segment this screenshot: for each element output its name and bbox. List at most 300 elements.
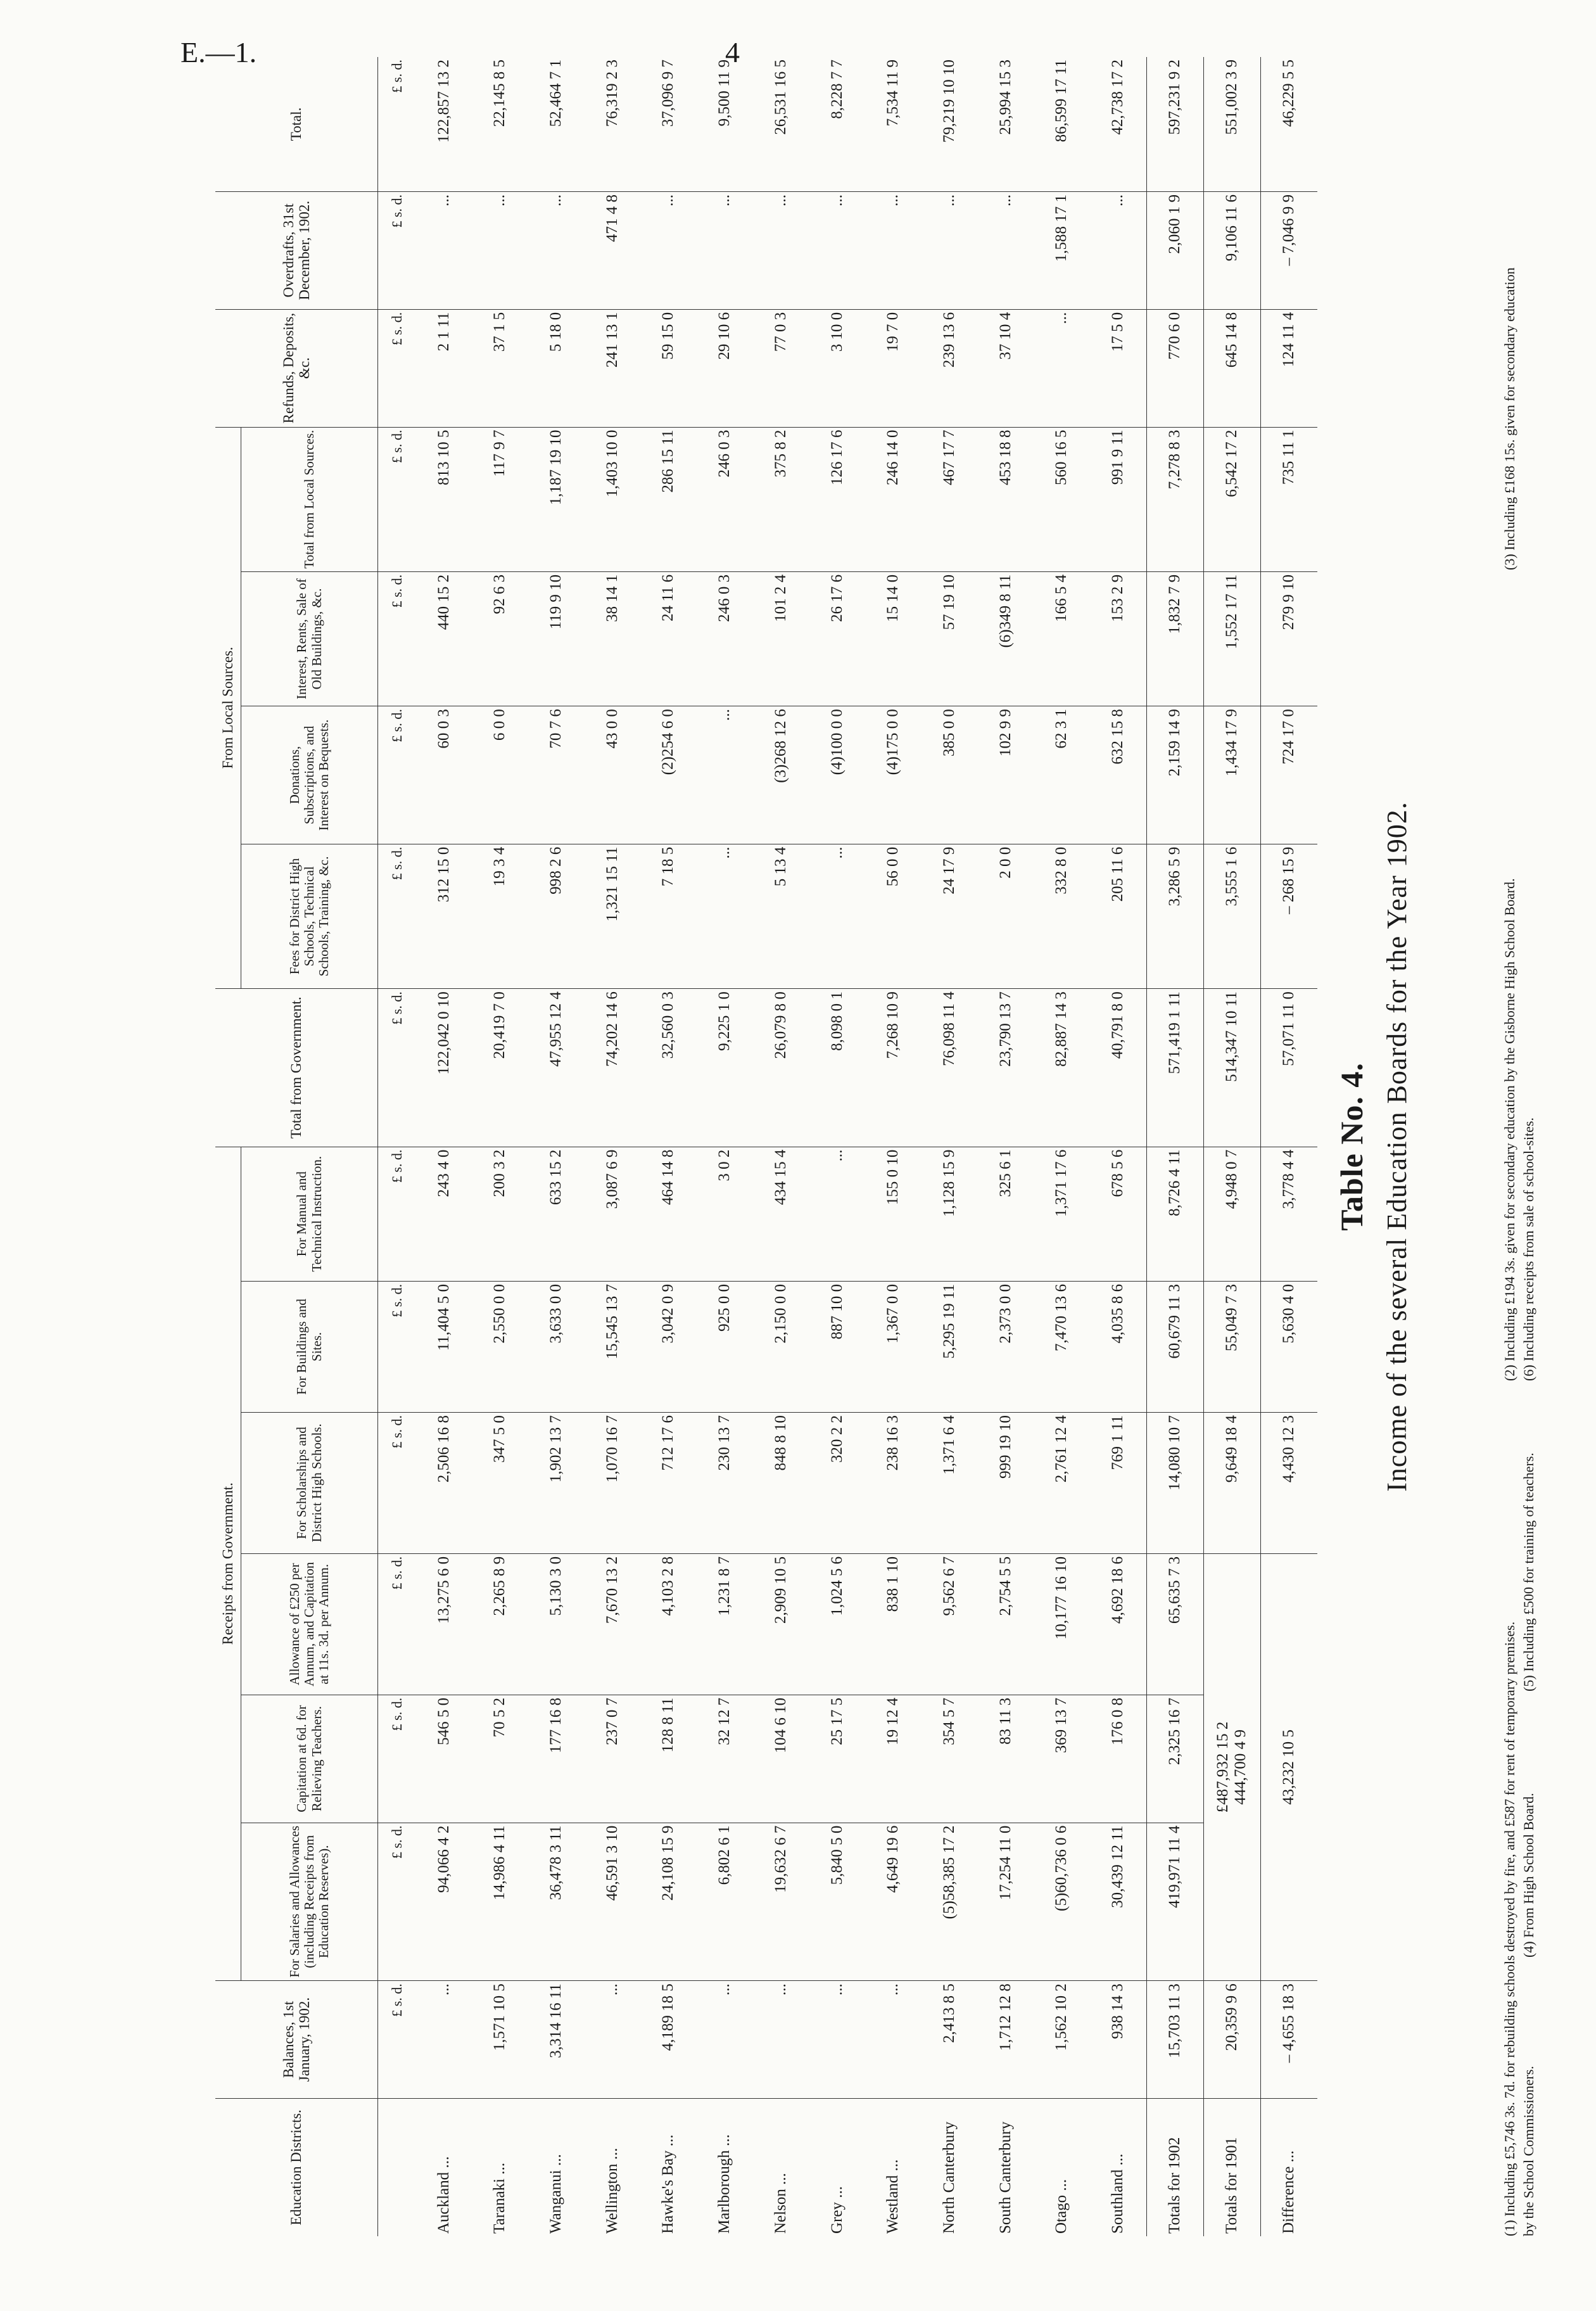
- cell-refunds: 239 13 6: [922, 309, 978, 427]
- cell-capitation: 25 17 5: [809, 1695, 865, 1823]
- cell-buildings: 2,373 0 0: [977, 1281, 1034, 1412]
- cell-total-local: 7,278 8 3: [1146, 427, 1203, 571]
- cell-total: 597,231 9 2: [1146, 57, 1203, 191]
- cell-total-gov: 122,042 0 10: [415, 989, 472, 1147]
- col-buildings: For Buildings and Sites.: [241, 1281, 378, 1412]
- cell-balances: 1,571 10 5: [472, 1981, 528, 2099]
- cell-donations: 70 7 6: [528, 706, 585, 844]
- cell-scholarships: 712 17 6: [640, 1412, 697, 1553]
- cell-manual: 155 0 10: [865, 1147, 922, 1281]
- cell-manual: 678 5 6: [1090, 1147, 1146, 1281]
- footnote-2: (2) Including £194 3s. given for secondary education by the Gisborne High School Board.: [1502, 878, 1517, 1381]
- unit-label: £ s. d.: [378, 571, 416, 706]
- cell-total-gov: 57,071 11 0: [1260, 989, 1317, 1147]
- cell-scholarships: 769 1 11: [1090, 1412, 1146, 1553]
- footnote-4: (4) From High School Board.: [1521, 1793, 1536, 1958]
- cell-salaries: (5)60,736 0 6: [1034, 1823, 1090, 1981]
- cell-district: Totals for 1901: [1203, 2098, 1260, 2236]
- cell-total: 25,994 15 3: [977, 57, 1034, 191]
- cell-allowance: 7,670 13 2: [584, 1553, 640, 1695]
- cell-total: 551,002 3 9: [1203, 57, 1260, 191]
- cell-allowance: 2,265 8 9: [472, 1553, 528, 1695]
- cell-refunds: 29 10 6: [697, 309, 753, 427]
- cell-fees: 5 13 4: [752, 844, 809, 988]
- cell-scholarships: 1,371 6 4: [922, 1412, 978, 1553]
- unit-label: £ s. d.: [378, 844, 416, 988]
- table-row: [528, 57, 585, 2236]
- cell-total-local: 453 18 8: [977, 427, 1034, 571]
- cell-interest: 101 2 4: [752, 571, 809, 706]
- cell-interest: 119 9 10: [528, 571, 585, 706]
- group-local: From Local Sources.: [215, 427, 241, 989]
- cell-allowance: 1,024 5 6: [809, 1553, 865, 1695]
- col-capitation: Capitation at 6d. for Relieving Teachers.: [241, 1695, 378, 1823]
- cell-overdrafts: ...: [865, 191, 922, 309]
- col-donations: Donations, Subscriptions, and Interest on Bequests.: [241, 706, 378, 844]
- cell-district: Wanganui ...: [547, 2154, 565, 2234]
- footnote-3: (3) Including £168 15s. given for secondary education: [1502, 267, 1517, 570]
- cell-district: Taranaki ...: [491, 2162, 509, 2234]
- unit-label: £ s. d.: [378, 191, 416, 309]
- unit-label: £ s. d.: [378, 309, 416, 427]
- cell-allowance: 65,635 7 3: [1146, 1553, 1203, 1695]
- cell-refunds: ...: [1034, 309, 1090, 427]
- cell-total: 8,228 7 7: [809, 57, 865, 191]
- cell-buildings: 5,295 19 11: [922, 1281, 978, 1412]
- cell-interest: 440 15 2: [415, 571, 472, 706]
- cell-overdrafts: – 7,046 9 9: [1260, 191, 1317, 309]
- cell-allowance: 1,231 8 7: [697, 1553, 753, 1695]
- cell-salaries: 419,971 11 4: [1146, 1823, 1203, 1981]
- table-row: [1203, 57, 1260, 2236]
- cell-balances: 4,189 18 5: [640, 1981, 697, 2099]
- cell-capitation: 19 12 4: [865, 1695, 922, 1823]
- cell-balances: 3,314 16 11: [528, 1981, 585, 2099]
- cell-refunds: 17 5 0: [1090, 309, 1146, 427]
- cell-interest: (6)349 8 11: [977, 571, 1034, 706]
- cell-total-gov: 514,347 10 11: [1203, 989, 1260, 1147]
- cell-overdrafts: ...: [977, 191, 1034, 309]
- cell-donations: ...: [697, 706, 753, 844]
- unit-label: £ s. d.: [378, 1281, 416, 1412]
- cell-scholarships: 230 13 7: [697, 1412, 753, 1553]
- cell-interest: 38 14 1: [584, 571, 640, 706]
- cell-manual: 633 15 2: [528, 1147, 585, 1281]
- cell-capitation: 70 5 2: [472, 1695, 528, 1823]
- cell-district: Difference ...: [1260, 2098, 1317, 2236]
- cell-buildings: 925 0 0: [697, 1281, 753, 1412]
- col-total-local: Total from Local Sources.: [241, 427, 378, 571]
- cell-total: 42,738 17 2: [1090, 57, 1146, 191]
- header-ref: E.—1.: [180, 36, 257, 68]
- cell-total: 86,599 17 11: [1034, 57, 1090, 191]
- cell-district: Hawke's Bay ...: [659, 2134, 677, 2234]
- cell-buildings: 7,470 13 6: [1034, 1281, 1090, 1412]
- cell-total-gov: 76,098 11 4: [922, 989, 978, 1147]
- cell-salaries: 30,439 12 11: [1090, 1823, 1146, 1981]
- cell-capitation: 546 5 0: [415, 1695, 472, 1823]
- cell-buildings: 2,150 0 0: [752, 1281, 809, 1412]
- cell-donations: (3)268 12 6: [752, 706, 809, 844]
- cell-capitation: 354 5 7: [922, 1695, 978, 1823]
- cell-refunds: 37 10 4: [977, 309, 1034, 427]
- cell-salaries: (5)58,385 17 2: [922, 1823, 978, 1981]
- footnote-1: (1) Including £5,746 3s. 7d. for rebuilding schools destroyed by fire, and £587 for rent of temporary premises.: [1502, 1621, 1517, 2236]
- cell-total-local: 246 0 3: [697, 427, 753, 571]
- cell-refunds: 77 0 3: [752, 309, 809, 427]
- cell-capitation: 237 0 7: [584, 1695, 640, 1823]
- cell-buildings: 1,367 0 0: [865, 1281, 922, 1412]
- cell-manual: 243 4 0: [415, 1147, 472, 1281]
- unit-row: [378, 57, 416, 2236]
- cell-overdrafts: 9,106 11 6: [1203, 191, 1260, 309]
- cell-allowance: 5,130 3 0: [528, 1553, 585, 1695]
- cell-allowance: 838 1 10: [865, 1553, 922, 1695]
- cell-fees: 56 0 0: [865, 844, 922, 988]
- cell-total-local: 560 16 5: [1034, 427, 1090, 571]
- cell-total-local: 246 14 0: [865, 427, 922, 571]
- cell-district: Grey ...: [828, 2186, 846, 2234]
- cell-fees: 7 18 5: [640, 844, 697, 988]
- cell-total: 46,229 5 5: [1260, 57, 1317, 191]
- col-scholarships: For Scholarships and District High Schools.: [241, 1412, 378, 1553]
- cell-refunds: 37 1 5: [472, 309, 528, 427]
- cell-manual: 1,371 17 6: [1034, 1147, 1090, 1281]
- table-row: [922, 57, 978, 2236]
- cell-district: North Canterbury: [940, 2121, 958, 2234]
- cell-donations: 102 9 9: [977, 706, 1034, 844]
- cell-manual: ...: [809, 1147, 865, 1281]
- cell-total-local: 467 17 7: [922, 427, 978, 571]
- cell-interest: 166 5 4: [1034, 571, 1090, 706]
- unit-label: £ s. d.: [378, 1823, 416, 1981]
- cell-total-gov: 74,202 14 6: [584, 989, 640, 1147]
- combined-value: 444,700 4 9: [1232, 1729, 1250, 1805]
- cell-overdrafts: ...: [472, 191, 528, 309]
- col-overdrafts: Overdrafts, 31st December, 1902.: [215, 191, 378, 309]
- footnote-5: (5) Including £500 for training of teachers.: [1521, 1453, 1536, 1691]
- table-row: [640, 57, 697, 2236]
- cell-total: 79,219 10 10: [922, 57, 978, 191]
- table-row: [1146, 57, 1203, 2236]
- cell-district: Wellington ...: [603, 2148, 621, 2234]
- unit-label: £ s. d.: [378, 1553, 416, 1695]
- col-total-gov: Total from Government.: [215, 989, 378, 1147]
- col-manual: For Manual and Technical Instruction.: [241, 1147, 378, 1281]
- col-refunds: Refunds, Deposits, &c.: [215, 309, 378, 427]
- cell-refunds: 5 18 0: [528, 309, 585, 427]
- cell-interest: 246 0 3: [697, 571, 753, 706]
- cell-donations: 1,434 17 9: [1203, 706, 1260, 844]
- cell-balances: ...: [415, 1981, 472, 2099]
- cell-scholarships: 999 19 10: [977, 1412, 1034, 1553]
- cell-combined-government: [1203, 1553, 1260, 1980]
- cell-salaries: 19,632 6 7: [752, 1823, 809, 1981]
- cell-overdrafts: ...: [640, 191, 697, 309]
- cell-total-local: 1,187 19 10: [528, 427, 585, 571]
- cell-total-local: 126 17 6: [809, 427, 865, 571]
- cell-capitation: 2,325 16 7: [1146, 1695, 1203, 1823]
- cell-buildings: 5,630 4 0: [1260, 1281, 1317, 1412]
- cell-capitation: 128 8 11: [640, 1695, 697, 1823]
- cell-overdrafts: 2,060 1 9: [1146, 191, 1203, 309]
- footnote-6: (6) Including receipts from sale of school-sites.: [1521, 1117, 1536, 1381]
- cell-interest: 24 11 6: [640, 571, 697, 706]
- table-row: [415, 57, 472, 2236]
- cell-manual: 464 14 8: [640, 1147, 697, 1281]
- cell-scholarships: 14,080 10 7: [1146, 1412, 1203, 1553]
- cell-fees: 205 11 6: [1090, 844, 1146, 988]
- table-row: [977, 57, 1034, 2236]
- cell-donations: (2)254 6 0: [640, 706, 697, 844]
- cell-total-local: 1,403 10 0: [584, 427, 640, 571]
- cell-buildings: 4,035 8 6: [1090, 1281, 1146, 1412]
- cell-interest: 57 19 10: [922, 571, 978, 706]
- cell-district: Nelson ...: [771, 2173, 789, 2234]
- col-salaries: For Salaries and Allowances (including Receipts from Education Reserves).: [241, 1823, 378, 1981]
- cell-total-gov: 20,419 7 0: [472, 989, 528, 1147]
- unit-label: £ s. d.: [378, 706, 416, 844]
- cell-balances: 1,562 10 2: [1034, 1981, 1090, 2099]
- cell-combined-government: [1260, 1553, 1317, 1980]
- cell-fees: 19 3 4: [472, 844, 528, 988]
- cell-total-local: 991 9 11: [1090, 427, 1146, 571]
- cell-overdrafts: 471 4 8: [584, 191, 640, 309]
- table-subtitle: Income of the several Education Boards for the Year 1902.: [1381, 801, 1412, 1492]
- cell-total-local: 813 10 5: [415, 427, 472, 571]
- cell-salaries: 17,254 11 0: [977, 1823, 1034, 1981]
- cell-scholarships: 9,649 18 4: [1203, 1412, 1260, 1553]
- cell-salaries: 6,802 6 1: [697, 1823, 753, 1981]
- col-allowance: Allowance of £250 per Annum, and Capitation at 11s. 3d. per Annum.: [241, 1553, 378, 1695]
- cell-refunds: 645 14 8: [1203, 309, 1260, 427]
- cell-overdrafts: ...: [697, 191, 753, 309]
- cell-balances: ...: [809, 1981, 865, 2099]
- cell-balances: 1,712 12 8: [977, 1981, 1034, 2099]
- cell-fees: – 268 15 9: [1260, 844, 1317, 988]
- cell-district: Auckland ...: [434, 2156, 452, 2234]
- cell-overdrafts: ...: [415, 191, 472, 309]
- cell-district: South Canterbury: [996, 2121, 1014, 2234]
- cell-capitation: 32 12 7: [697, 1695, 753, 1823]
- cell-fees: 2 0 0: [977, 844, 1034, 988]
- cell-total-gov: 32,560 0 3: [640, 989, 697, 1147]
- cell-refunds: 2 1 11: [415, 309, 472, 427]
- table-body: [378, 57, 1318, 2236]
- col-total: Total.: [215, 57, 378, 191]
- cell-overdrafts: ...: [922, 191, 978, 309]
- cell-overdrafts: ...: [528, 191, 585, 309]
- cell-balances: 2,413 8 5: [922, 1981, 978, 2099]
- cell-manual: 1,128 15 9: [922, 1147, 978, 1281]
- col-district: Education Districts.: [215, 2098, 378, 2236]
- cell-total-gov: 7,268 10 9: [865, 989, 922, 1147]
- cell-manual: 434 15 4: [752, 1147, 809, 1281]
- cell-scholarships: 848 8 10: [752, 1412, 809, 1553]
- cell-overdrafts: ...: [1090, 191, 1146, 309]
- cell-donations: 62 3 1: [1034, 706, 1090, 844]
- table-row: [752, 57, 809, 2236]
- unit-label: £ s. d.: [378, 1981, 416, 2099]
- cell-allowance: 4,103 2 8: [640, 1553, 697, 1695]
- cell-buildings: 55,049 7 3: [1203, 1281, 1260, 1412]
- cell-salaries: 36,478 3 11: [528, 1823, 585, 1981]
- cell-total: 22,145 8 5: [472, 57, 528, 191]
- cell-donations: 60 0 3: [415, 706, 472, 844]
- cell-total-gov: 47,955 12 4: [528, 989, 585, 1147]
- cell-district: Westland ...: [884, 2159, 902, 2234]
- cell-salaries: 46,591 3 10: [584, 1823, 640, 1981]
- cell-total: 122,857 13 2: [415, 57, 472, 191]
- cell-manual: 3,778 4 4: [1260, 1147, 1317, 1281]
- unit-label: £ s. d.: [378, 1412, 416, 1553]
- cell-fees: 24 17 9: [922, 844, 978, 988]
- cell-manual: 3 0 2: [697, 1147, 753, 1281]
- table-row: [809, 57, 865, 2236]
- cell-balances: ...: [584, 1981, 640, 2099]
- cell-scholarships: 347 5 0: [472, 1412, 528, 1553]
- cell-refunds: 3 10 0: [809, 309, 865, 427]
- cell-total-gov: 8,098 0 1: [809, 989, 865, 1147]
- cell-total-local: 117 9 7: [472, 427, 528, 571]
- cell-balances: 938 14 3: [1090, 1981, 1146, 2099]
- cell-balances: ...: [865, 1981, 922, 2099]
- cell-interest: 1,832 7 9: [1146, 571, 1203, 706]
- cell-scholarships: 238 16 3: [865, 1412, 922, 1553]
- cell-scholarships: 2,761 12 4: [1034, 1412, 1090, 1553]
- cell-total: 52,464 7 1: [528, 57, 585, 191]
- cell-district: Otago ...: [1053, 2179, 1070, 2234]
- cell-total-gov: 23,790 13 7: [977, 989, 1034, 1147]
- col-fees: Fees for District High Schools, Technical Schools, Training, &c.: [241, 844, 378, 988]
- col-balances: Balances, 1st January, 1902.: [215, 1981, 378, 2099]
- cell-total-local: 735 11 1: [1260, 427, 1317, 571]
- cell-refunds: 124 11 4: [1260, 309, 1317, 427]
- cell-fees: 998 2 6: [528, 844, 585, 988]
- cell-donations: 632 15 8: [1090, 706, 1146, 844]
- cell-allowance: 4,692 18 6: [1090, 1553, 1146, 1695]
- cell-total-gov: 9,225 1 0: [697, 989, 753, 1147]
- cell-allowance: 13,275 6 0: [415, 1553, 472, 1695]
- cell-balances: ...: [752, 1981, 809, 2099]
- cell-district: Totals for 1902: [1146, 2098, 1203, 2236]
- cell-balances: 20,359 9 6: [1203, 1981, 1260, 2099]
- cell-salaries: 14,986 4 11: [472, 1823, 528, 1981]
- cell-manual: 4,948 0 7: [1203, 1147, 1260, 1281]
- cell-capitation: 177 16 8: [528, 1695, 585, 1823]
- cell-buildings: 15,545 13 7: [584, 1281, 640, 1412]
- cell-fees: 3,555 1 6: [1203, 844, 1260, 988]
- cell-buildings: 887 10 0: [809, 1281, 865, 1412]
- cell-buildings: 11,404 5 0: [415, 1281, 472, 1412]
- cell-manual: 8,726 4 11: [1146, 1147, 1203, 1281]
- income-table: [215, 57, 1317, 2236]
- cell-capitation: 83 11 3: [977, 1695, 1034, 1823]
- cell-balances: – 4,655 18 3: [1260, 1981, 1317, 2099]
- cell-district: Southland ...: [1109, 2153, 1127, 2234]
- cell-overdrafts: ...: [809, 191, 865, 309]
- cell-scholarships: 1,070 16 7: [584, 1412, 640, 1553]
- cell-total-gov: 571,419 1 11: [1146, 989, 1203, 1147]
- cell-salaries: 5,840 5 0: [809, 1823, 865, 1981]
- cell-buildings: 3,042 0 9: [640, 1281, 697, 1412]
- cell-total: 9,500 11 9: [697, 57, 753, 191]
- cell-donations: (4)100 0 0: [809, 706, 865, 844]
- page-number: 4: [725, 36, 740, 68]
- combined-value: £487,932 15 2: [1214, 1721, 1232, 1813]
- cell-refunds: 19 7 0: [865, 309, 922, 427]
- cell-total-gov: 82,887 14 3: [1034, 989, 1090, 1147]
- cell-salaries: 94,066 4 2: [415, 1823, 472, 1981]
- cell-total: 26,531 16 5: [752, 57, 809, 191]
- cell-overdrafts: 1,588 17 1: [1034, 191, 1090, 309]
- cell-donations: 2,159 14 9: [1146, 706, 1203, 844]
- cell-total-gov: 26,079 8 0: [752, 989, 809, 1147]
- cell-fees: 1,321 15 11: [584, 844, 640, 988]
- cell-donations: 385 0 0: [922, 706, 978, 844]
- cell-interest: 26 17 6: [809, 571, 865, 706]
- cell-buildings: 60,679 11 3: [1146, 1281, 1203, 1412]
- table-row: [697, 57, 753, 2236]
- cell-manual: 3,087 6 9: [584, 1147, 640, 1281]
- cell-interest: 92 6 3: [472, 571, 528, 706]
- cell-overdrafts: ...: [752, 191, 809, 309]
- cell-refunds: 59 15 0: [640, 309, 697, 427]
- combined-value: 43,232 10 5: [1280, 1729, 1298, 1805]
- cell-scholarships: 2,506 16 8: [415, 1412, 472, 1553]
- cell-refunds: 770 6 0: [1146, 309, 1203, 427]
- cell-total-local: 6,542 17 2: [1203, 427, 1260, 571]
- cell-total-local: 286 15 11: [640, 427, 697, 571]
- cell-capitation: 369 13 7: [1034, 1695, 1090, 1823]
- unit-label: £ s. d.: [378, 989, 416, 1147]
- cell-buildings: 2,550 0 0: [472, 1281, 528, 1412]
- cell-allowance: 2,754 5 5: [977, 1553, 1034, 1695]
- unit-label: £ s. d.: [378, 1147, 416, 1281]
- cell-district: Marlborough ...: [716, 2134, 733, 2234]
- table-row: [584, 57, 640, 2236]
- cell-interest: 279 9 10: [1260, 571, 1317, 706]
- cell-balances: 15,703 11 3: [1146, 1981, 1203, 2099]
- cell-manual: 325 6 1: [977, 1147, 1034, 1281]
- cell-donations: 6 0 0: [472, 706, 528, 844]
- group-government: Receipts from Government.: [215, 1147, 241, 1981]
- cell-manual: 200 3 2: [472, 1147, 528, 1281]
- unit-label: £ s. d.: [378, 57, 416, 191]
- cell-fees: ...: [809, 844, 865, 988]
- table-row: [1260, 57, 1317, 2236]
- unit-label: £ s. d.: [378, 1695, 416, 1823]
- cell-total-local: 375 8 2: [752, 427, 809, 571]
- cell-allowance: 9,562 6 7: [922, 1553, 978, 1695]
- cell-allowance: 2,909 10 5: [752, 1553, 809, 1695]
- table-title: Table No. 4.: [1334, 1062, 1369, 1231]
- table-row: [1034, 57, 1090, 2236]
- cell-total-gov: 40,791 8 0: [1090, 989, 1146, 1147]
- col-interest: Interest, Rents, Sale of Old Buildings, &c.: [241, 571, 378, 706]
- unit-label: £ s. d.: [378, 427, 416, 571]
- cell-buildings: 3,633 0 0: [528, 1281, 585, 1412]
- cell-fees: ...: [697, 844, 753, 988]
- cell-interest: 153 2 9: [1090, 571, 1146, 706]
- cell-fees: 3,286 5 9: [1146, 844, 1203, 988]
- cell-donations: (4)175 0 0: [865, 706, 922, 844]
- cell-balances: ...: [697, 1981, 753, 2099]
- rotated-table-page: [215, 6, 1596, 2287]
- cell-donations: 43 0 0: [584, 706, 640, 844]
- table-row: [865, 57, 922, 2236]
- cell-capitation: 176 0 8: [1090, 1695, 1146, 1823]
